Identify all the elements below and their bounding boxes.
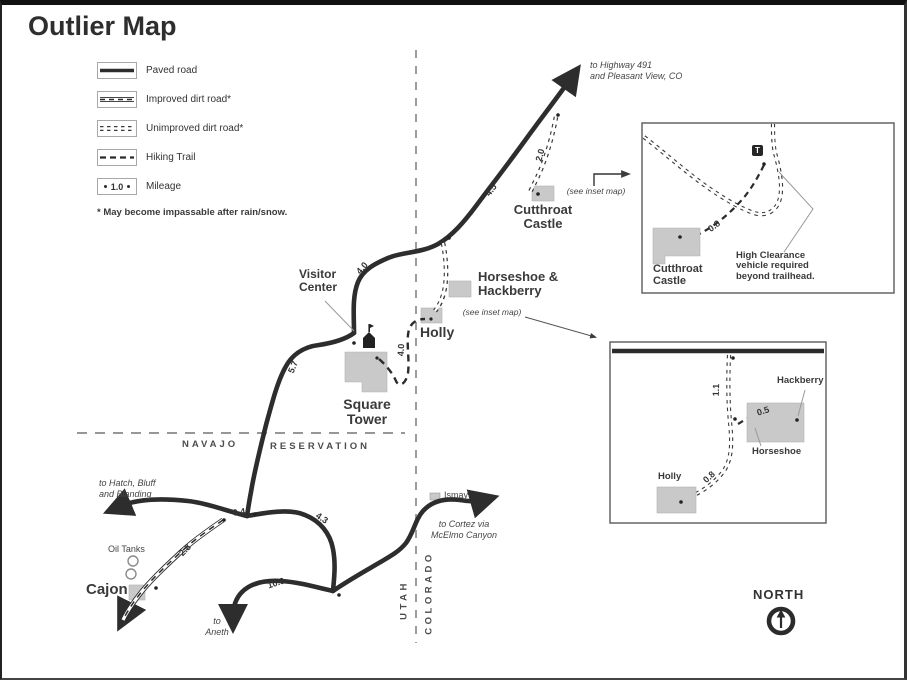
legend-label: Unimproved dirt road* xyxy=(146,123,244,134)
paved-road-symbol xyxy=(97,62,137,79)
mileage-10-0: 10.0 xyxy=(266,575,286,591)
site-label-horseshoe-hackberry: Horseshoe & Hackberry xyxy=(478,269,559,299)
legend-label: Improved dirt road* xyxy=(146,94,232,105)
mileage-4-0-trail: 4.0 xyxy=(395,343,407,357)
mileage-symbol xyxy=(97,178,137,195)
north-label: NORTH xyxy=(753,587,805,602)
site-label-cutthroat: Cutthroat Castle xyxy=(513,202,573,232)
mileage-5-7: 5.7 xyxy=(286,359,300,375)
inset2-holly-shape xyxy=(657,487,696,513)
square-tower-shape xyxy=(345,352,387,392)
inset1-high-clearance-note: High Clearance vehicle required beyond trailhead. xyxy=(736,250,815,282)
dest-highway: to Highway 491 and Pleasant View, CO xyxy=(590,60,683,81)
oil-tanks-icons xyxy=(126,556,138,579)
dest-aneth: to Aneth xyxy=(205,616,229,637)
legend-item-unimproved xyxy=(97,120,287,137)
boundary-label-utah: UTAH xyxy=(398,580,410,620)
mileage-4-3: 4.3 xyxy=(314,510,330,526)
see-inset-map-1: (see inset map) xyxy=(566,186,626,196)
boundary-label-reservation: RESERVATION xyxy=(270,441,371,452)
inset2-label-hackberry: Hackberry xyxy=(777,375,824,386)
inset2-pointer-arrow xyxy=(525,317,595,337)
legend-item-mileage xyxy=(97,178,287,195)
legend-note: * May become impassable after rain/snow. xyxy=(97,207,288,218)
road-to-hatch xyxy=(114,499,247,516)
page-title: Outlier Map xyxy=(28,11,177,41)
hiking-trail-symbol xyxy=(97,149,137,166)
boundary-label-colorado: COLORADO xyxy=(423,551,435,635)
dest-cortez: to Cortez via McElmo Canyon xyxy=(430,519,498,540)
mileage-4-5: 4.5 xyxy=(483,181,499,199)
site-label-oil-tanks: Oil Tanks xyxy=(108,544,145,554)
inset2-label-horseshoe: Horseshoe xyxy=(752,446,802,457)
site-label-square-tower: Square Tower xyxy=(343,396,391,428)
site-label-ismay: Ismay xyxy=(444,490,469,500)
road-10-0-to-aneth xyxy=(233,581,333,622)
legend-label: Hiking Trail xyxy=(146,152,196,163)
holly-shape xyxy=(421,308,442,323)
inset1-label-cutthroat: Cutthroat Castle xyxy=(653,263,703,287)
inset2-mileage-1-1: 1.1 xyxy=(710,383,722,397)
mileage-sample: 1.0 xyxy=(110,181,124,192)
inset2-mileage-0-5: 0.5 xyxy=(755,404,771,418)
inset1-pointer-arrow xyxy=(594,174,628,186)
legend-item-paved xyxy=(97,62,287,79)
site-label-cajon: Cajon xyxy=(86,581,128,598)
visitor-center-building-icon xyxy=(363,324,375,348)
mileage-0-4: 0.4 xyxy=(232,506,246,518)
trailhead-icon: T xyxy=(752,145,763,156)
inset-horseshoe xyxy=(610,342,826,523)
legend-label: Paved road xyxy=(146,65,198,76)
inset2-mileage-0-8: 0.8 xyxy=(701,469,717,485)
boundary-label-navajo: NAVAJO xyxy=(182,439,239,450)
legend xyxy=(97,62,287,218)
road-to-cortez xyxy=(333,499,488,591)
improved-dirt-road-symbol xyxy=(97,91,137,108)
cutthroat-shape xyxy=(532,186,554,201)
improved-dirt-road-cajon xyxy=(123,520,223,620)
legend-item-hiking xyxy=(97,149,287,166)
mileage-2-0: 2.0 xyxy=(533,147,547,163)
inset1-mileage-0-8: 0.8 xyxy=(705,218,723,234)
road-holly-horseshoe xyxy=(435,243,446,311)
north-arrow-icon xyxy=(769,609,793,633)
unimproved-dirt-road-symbol xyxy=(97,120,137,137)
legend-label: Mileage xyxy=(146,181,182,192)
inset2-label-holly: Holly xyxy=(658,471,682,482)
legend-item-improved xyxy=(97,91,287,108)
horseshoe-hackberry-shape xyxy=(449,281,471,297)
dest-hatch: to Hatch, Bluff and Blanding xyxy=(99,478,156,499)
site-label-holly: Holly xyxy=(420,324,455,340)
mileage-2-8: 2.8 xyxy=(177,542,193,558)
visitor-center-leader xyxy=(325,301,354,331)
see-inset-map-2: (see inset map) xyxy=(462,307,522,317)
mileage-4-0-road: 4.0 xyxy=(354,259,370,277)
site-label-visitor-center: Visitor Center xyxy=(299,267,338,294)
